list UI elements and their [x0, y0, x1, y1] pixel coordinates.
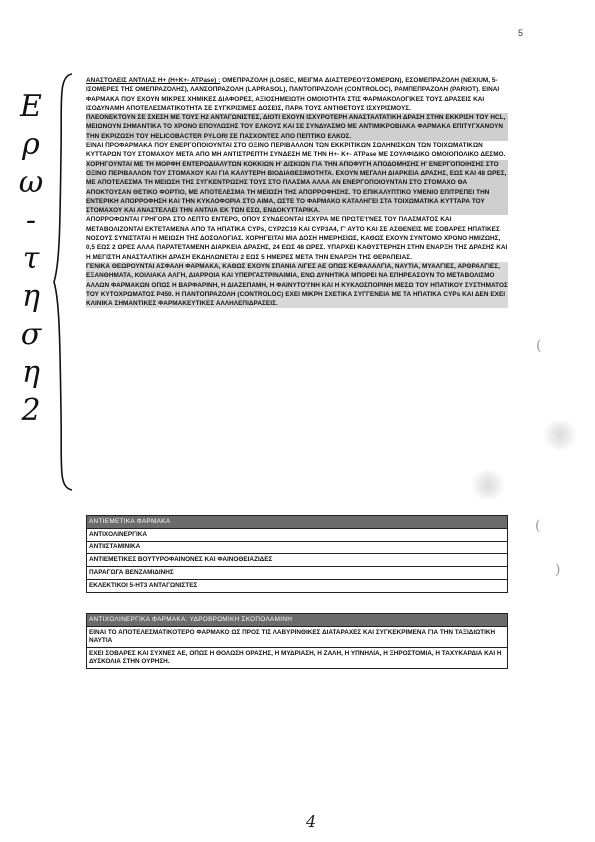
antiemetics-table	[86, 515, 508, 593]
table-row: ΠΑΡΑΓΩΓΑ ΒΕΝΖΑΜΙΔΙΝΗΣ	[87, 567, 508, 580]
table-row: ΕΚΛΕΚΤΙΚΟΙ 5-ΗΤ3 ΑΝΤΑΓΩΝΙΣΤΕΣ	[87, 579, 508, 592]
margin-mark: (	[536, 338, 542, 354]
handwritten-letter: -	[25, 203, 37, 238]
main-text-block	[86, 76, 508, 308]
paragraph-safety: ΓΕΝΙΚΑ ΘΕΩΡΟΥΝΤΑΙ ΑΣΦΑΛΗ ΦΑΡΜΑΚΑ, ΚΑΘΩΣ ΕΧΟΥΝ ΣΠΑΝΙΑ ΛΙΓΕΣ ΑΕ ΟΠΩΣ ΚΕΦΑΛΑΛΓΙΑ, ΝΑΥΤΙΑ, ΜΥΑΛΓΙΕΣ, ΑΡΘΡΑΛΓΙΕΣ, ΕΞΑΝΘΗΜΑΤΑ, ΚΟΙΛΙΑΚΑ ΑΛΓΗ, ΔΙΑΡΡΟΙΑ ΚΑΙ ΥΠΕΡΓΑΣΤΡΙΝΑΙΜΙΑ, ΕΝΩ ΔΥΝΗΤΙΚΑ ΜΠΟΡΕΙ ΝΑ ΕΠΗΡΕΑΣΟΥΝ ΤΟ ΜΕΤΑΒΟΛΙΣΜΟ ΑΛΛΩΝ ΦΑΡΜΑΚΩΝ ΟΠΩΣ Η ΒΑΡΦΑΡΙΝΗ, Η ΔΙΑΖΕΠΑΜΗ, Η ΦΑΙΝΥΤΟ'Ι'ΝΗ ΚΑΙ Η ΚΥΚΛΟΣΠΟΡΙΝΗ ΜΕΣΩ ΤΟΥ ΗΠΑΤΙΚΟΥ ΣΥΣΤΗΜΑΤΟΣ ΤΟΥ ΚΥΤΟΧΡΩΜΑΤΟΣ Ρ450. Η ΠΑΝΤΟΠΡΑΖΟΛΗ (CONTROLOC) ΕΧΕΙ ΜΙΚΡΗ ΣΧΕΤΙΚΑ ΣΥΓΓΕΝΕΙΑ ΜΕ ΤΑ ΗΠΑΤΙΚΑ CYPs ΚΑΙ ΔΕΝ ΕΧΕΙ ΚΛΙΝΙΚΑ ΣΗΜΑΝΤΙΚΕΣ ΦΑΡΜΑΚΕΥΤΙΚΕΣ ΑΛΛΗΛΕΠΙΔΡΑΣΕΙΣ.	[86, 262, 508, 308]
handwritten-letter: η	[22, 279, 40, 314]
paper-smudge	[468, 470, 508, 500]
handwritten-letter: ρ	[22, 127, 40, 162]
table-header: ΑΝΤΙΕΜΕΤΙΚΑ ΦΑΡΜΑΚΑ	[87, 516, 508, 529]
page-number: 5	[518, 28, 524, 38]
paragraph-ppi-intro	[86, 76, 508, 113]
paragraph-advantages: ΠΛΕΟΝΕΚΤΟΥΝ ΣΕ ΣΧΕΣΗ ΜΕ ΤΟΥΣ Η2 ΑΝΤΑΓΩΝΙΣΤΕΣ, ΔΙΟΤΙ ΕΧΟΥΝ ΙΣΧΥΡΟΤΕΡΗ ΑΝΑΣΤΑΛΤΑΤΙΚΗ ΔΡΑΣΗ ΣΤΗΝ ΕΚΚΡΙΣΗ ΤΟΥ HCL, ΜΕΙΩΝΟΥΝ ΣΗΜΑΝΤΙΚΑ ΤΟ ΧΡΟΝΟ ΕΠΟΥΛΩΣΗΣ ΤΟΥ ΕΛΚΟΥΣ ΚΑΙ ΣΕ ΣΥΝΔΥΑΣΜΟ ΜΕ ΑΝΤΙΜΙΚΡΟΒΙΑΚΑ ΦΑΡΜΑΚΑ ΕΠΙΤΥΓΧΑΝΟΥΝ ΤΗΝ ΕΚΡΙΖΩΣΗ ΤΟΥ HELICOBACTER PYLORI ΣΕ ΠΑΣΧΟΝΤΕΣ ΑΠΟ ΠΕΠΤΙΚΟ ΕΛΚΟΣ.	[86, 113, 508, 141]
margin-mark: )	[555, 562, 561, 578]
handwritten-letter: Ε	[20, 89, 42, 124]
paragraph-absorption: ΑΠΟΡΡΟΦΩΝΤΑΙ ΓΡΗΓΟΡΑ ΣΤΟ ΛΕΠΤΟ ΕΝΤΕΡΟ, ΟΠΟΥ ΣΥΝΔΕΟΝΤΑΙ ΙΣΧΥΡΑ ΜΕ ΠΡΩΤΕ'Ι'ΝΕΣ ΤΟΥ ΠΛΑΣΜΑΤΟΣ ΚΑΙ ΜΕΤΑΒΟΛΙΖΟΝΤΑΙ ΕΚΤΕΤΑΜΕΝΑ ΑΠΟ ΤΑ ΗΠΑΤΙΚΑ CYPs, CYP2C19 ΚΑΙ CYP3A4, Γ' ΑΥΤΟ ΚΑΙ ΣΕ ΑΣΘΕΝΕΙΣ ΜΕ ΣΟΒΑΡΕΣ ΗΠΑΤΙΚΕΣ ΝΟΣΟΥΣ ΣΥΝΙΣΤΑΤΑΙ Η ΜΕΙΩΣΗ ΤΗΣ ΔΟΣΟΛΟΓΙΑΣ. ΧΟΡΗΓΕΙΤΑΙ ΜΙΑ ΔΟΣΗ ΗΜΕΡΗΣΙΩΣ, ΚΑΘΩΣ ΕΧΟΥΝ ΣΥΝΤΟΜΟ ΧΡΟΝΟ ΗΜΙΖΩΗΣ, 0,5 ΕΩΣ 2 ΩΡΕΣ ΑΛΛΑ ΠΑΡΑΤΕΤΑΜΕΝΗ ΔΙΑΡΚΕΙΑ ΔΡΑΣΗΣ, 24 ΕΩΣ 48 ΩΡΕΣ. ΥΠΑΡΧΕΙ ΚΑΘΥΣΤΕΡΗΣΗ ΣΤΗΝ ΕΝΑΡΞΗ ΤΗΣ ΔΡΑΣΗΣ ΚΑΙ Η ΜΕΓΙΣΤΗ ΑΝΑΣΤΑΛΤΙΚΗ ΔΡΑΣΗ ΕΚΔΗΛΩΝΕΤΑΙ 2 ΕΩΣ 5 ΗΜΕΡΕΣ ΜΕΤΑ ΤΗΝ ΕΝΑΡΞΗ ΤΗΣ ΘΕΡΑΠΕΙΑΣ.	[86, 216, 508, 261]
table-row: ΑΝΤΙΙΣΤΑΜΙΝΙΚΑ	[87, 541, 508, 554]
margin-mark: (	[535, 518, 541, 534]
handwritten-margin-note	[6, 88, 56, 430]
paragraph-administration: ΧΟΡΗΓΟΥΝΤΑΙ ΜΕ ΤΗ ΜΟΡΦΗ ΕΝΤΕΡΟΔΙΑΛΥΤΩΝ ΚΟΚΚΙΩΝ Η' ΔΙΣΚΙΩΝ ΓΙΑ ΤΗΝ ΑΠΟΦΥΓΗ ΑΠΟΔΟΜΗΣΗΣ Η' ΕΝΕΡΓΟΠΟΙΗΣΗΣ ΣΤΟ ΟΞΙΝΟ ΠΕΡΙΒΑΛΛΟΝ ΤΟΥ ΣΤΟΜΑΧΟΥ ΚΑΙ ΓΙΑ ΚΑΛΥΤΕΡΗ ΒΙΟΔΙΑΘΕΣΙΜΟΤΗΤΑ. ΕΧΟΥΝ ΜΕΓΑΛΗ ΔΙΑΡΚΕΙΑ ΔΡΑΣΗΣ, ΕΩΣ ΚΑΙ 48 ΩΡΕΣ, ΜΕ ΑΠΟΤΕΛΕΣΜΑ ΤΗ ΜΕΙΩΣΗ ΤΗΣ ΣΥΓΚΕΝΤΡΩΣΗΣ ΤΟΥΣ ΣΤΟ ΠΛΑΣΜΑ ΑΛΛΑ ΑΝ ΕΝΕΡΓΟΠΟΙΟΥΝΤΑΝ ΣΤΟ ΣΤΟΜΑΧΟ ΘΑ ΑΠΟΚΤΟΥΣΑΝ ΘΕΤΙΚΟ ΦΟΡΤΙΟ, ΜΕ ΑΠΟΤΕΛΕΣΜΑ ΤΗ ΜΕΙΩΣΗ ΤΗΣ ΑΠΟΡΡΟΦΗΣΗΣ. ΤΟ ΕΠΙΚΑΛΥΠΤΙΚΟ ΥΜΕΝΙΟ ΕΠΙΤΡΕΠΕΙ ΤΗΝ ΕΝΤΕΡΙΚΗ ΑΠΟΡΡΟΦΗΣΗ ΚΑΙ ΤΗΝ ΚΥΚΛΟΦΟΡΙΑ ΣΤΟ ΑΙΜΑ, ΩΣΤΕ ΤΟ ΦΑΡΜΑΚΟ ΚΑΤΑΛΗΓΕΙ ΣΤΑ ΤΟΙΧΩΜΑΤΙΚΑ ΚΥΤΤΑΡΑ ΤΟΥ ΣΤΟΜΑΧΟΥ ΚΑΙ ΑΝΑΣΤΕΛΛΕΙ ΤΗΝ ΑΝΤΛΙΑ ΕΚ ΤΩΝ ΕΣΩ, ΕΝΔΟΚΥΤΤΑΡΙΚΑ.	[86, 160, 507, 215]
handwritten-letter: 2	[21, 393, 41, 428]
scopolamine-table	[86, 613, 508, 669]
handwritten-letter: ω	[18, 165, 44, 200]
table-row: ΑΝΤΙΕΜΕΤΙΚΕΣ ΒΟΥΤΥΡΟΦΑΙΝΟΝΕΣ ΚΑΙ ΦΑΙΝΟΘΕΙΑΖΙΔΕΣ	[87, 554, 508, 567]
handwritten-letter: τ	[22, 241, 40, 276]
ppi-drug-list: ΟΜΕΠΡΑΖΟΛΗ (LOSEC, ΜΕΙΓΜΑ ΔΙΑΣΤΕΡΕΟ'Ι'ΣΟΜΕΡΩΝ), ΕΣΟΜΕΠΡΑΖΟΛΗ (NEXIUM, 5- ΙΣΟΜΕΡΕΣ ΤΗΣ ΟΜΕΠΡΑΖΟΛΗΣ), ΛΑΝΣΟΠΡΑΖΟΛΗ (LAPRASOL), ΠΑΝΤΟΠΡΑΖΟΛΗ (CONTROLOC), ΡΑΜΠΕΠΡΑΖΟΛΗ (PARIOT). ΕΙΝΑΙ ΦΑΡΜΑΚΑ ΠΟΥ ΕΧΟΥΝ ΜΙΚΡΕΣ ΧΗΜΙΚΕΣ ΔΙΑΦΟΡΕΣ, ΑΞΙΟΣΗΜΕΙΩΤΗ ΟΜΟΙΟΤΗΤΑ ΣΤΙΣ ΦΑΡΜΑΚΟΛΟΓΙΚΕΣ ΤΟΥΣ ΔΡΑΣΕΙΣ ΚΑΙ ΙΣΟΔΥΝΑΜΗ ΑΠΟΤΕΛΕΣΜΑΤΙΚΟΤΗΤΑ ΣΕ ΣΥΓΚΡΙΣΙΜΕΣ ΔΟΣΕΙΣ, ΠΑΡΑ ΤΟΥΣ ΑΝΤΙΘΕΤΟΥΣ ΙΣΧΥΡΙΣΜΟΥΣ.	[86, 77, 500, 112]
table-row: ΕΧΕΙ ΣΟΒΑΡΕΣ ΚΑΙ ΣΥΧΝΕΣ ΑΕ, ΟΠΩΣ Η ΘΟΛΩΣΗ ΟΡΑΣΗΣ, Η ΜΥΔΡΙΑΣΗ, Η ΖΑΛΗ, Η ΥΠΝΗΛΙΑ, Η ΞΗΡΟΣΤΟΜΙΑ, Η ΤΑΧΥΚΑΡΔΙΑ ΚΑΙ Η ΔΥΣΚΟΛΙΑ ΣΤΗΝ ΟΥΡΗΣΗ.	[87, 647, 508, 668]
paragraph-prodrugs: ΕΙΝΑΙ ΠΡΟΦΑΡΜΑΚΑ ΠΟΥ ΕΝΕΡΓΟΠΟΙΟΥΝΤΑΙ ΣΤΟ ΟΞΙΝΟ ΠΕΡΙΒΑΛΛΟΝ ΤΩΝ ΕΚΚΡΙΤΙΚΩΝ ΣΩΛΗΝΙΣΚΩΝ ΤΩΝ ΤΟΙΧΩΜΑΤΙΚΩΝ ΚΥΤΤΑΡΩΝ ΤΟΥ ΣΤΟΜΑΧΟΥ ΜΕΤΑ ΑΠΟ ΜΗ ΑΝΤΙΣΤΡΕΠΤΗ ΣΥΝΔΕΣΗ ΜΕ ΤΗΝ Η+- Κ+- ΑΤPase ΜΕ ΣΟΥΛΦΙΔΙΚΟ ΟΜΟΙΟΠΟΛΙΚΟ ΔΕΣΜΟ.	[86, 142, 506, 159]
table-header: ΑΝΤΙΧΟΛΙΝΕΡΓΙΚΑ ΦΑΡΜΑΚΑ: ΥΔΡΟΒΡΩΜΙΚΗ ΣΚΟΠΟΛΑΜΙΝΗ	[87, 614, 508, 627]
handwritten-letter: σ	[20, 317, 42, 352]
paper-smudge	[540, 420, 580, 450]
handwritten-letter: η	[22, 355, 40, 390]
table-row: ΕΙΝΑΙ ΤΟ ΑΠΟΤΕΛΕΣΜΑΤΙΚΟΤΕΡΟ ΦΑΡΜΑΚΟ ΩΣ ΠΡΟΣ ΤΙΣ ΛΑΒΥΡΙΝΘΙΚΕΣ ΔΙΑΤΑΡΑΧΕΣ ΚΑΙ ΣΥΓΚΕΚΡΙΜΕΝΑ ΓΙΑ ΤΗΝ ΤΑΞΙΔΙΩΤΙΚΗ ΝΑΥΤΙΑ	[87, 626, 508, 647]
ppi-heading: ΑΝΑΣΤΟΛΕΙΣ ΑΝΤΛΙΑΣ Η+ (Η+Κ+- ΑΤPase) :	[86, 77, 221, 84]
table-row: ΑΝΤΙΧΟΛΙΝΕΡΓΙΚΑ	[87, 528, 508, 541]
handwritten-page-number: 4	[306, 812, 317, 831]
handwritten-brace	[52, 72, 74, 492]
